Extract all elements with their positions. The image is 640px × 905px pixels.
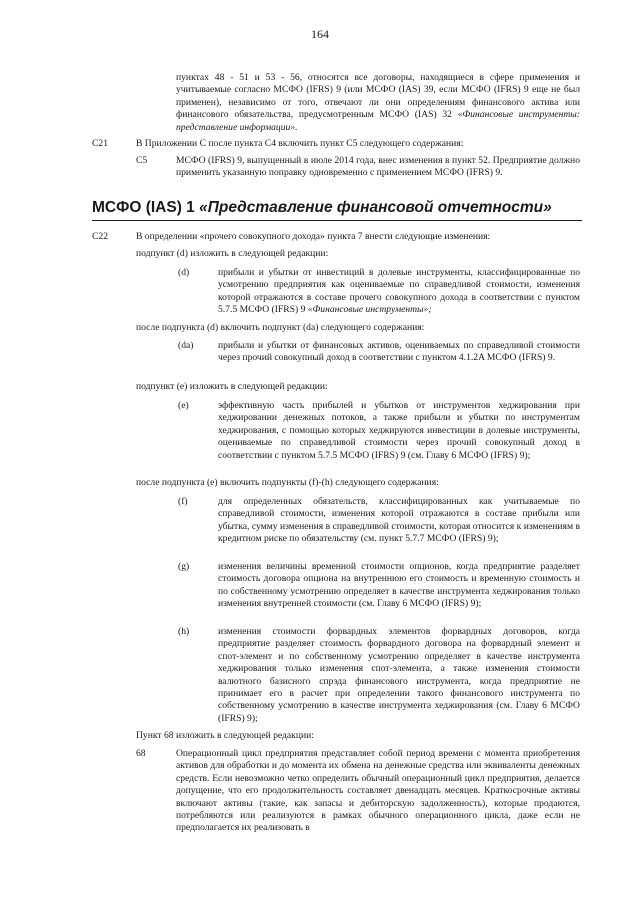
point68-number: 68 bbox=[136, 748, 146, 759]
subpoint-d-body: прибыли и убытки от инвестиций в долевые инструменты, классифицированные по усмотрению предприятия как оцениваемые по справедливой стоимости, изменения которой отражаются в составе прочего совокупного дохода в соответствии с пунктом 5.7.5 МСФО (IFRS) 9 bbox=[218, 267, 580, 316]
subpoint-g-text: изменения величины временной стоимости опционов, когда предприятие разделяет стоимость договора опциона на внутреннюю его стоимость и временную стоимость и по собственному усмотрению определяет в качестве инструмента хеджирования только изменения внутренней стоимости (см. Главу 6 МСФО (IFRS) 9); bbox=[218, 561, 580, 610]
subpoint-d-intro: подпункт (d) изложить в следующей редакции: bbox=[136, 248, 329, 259]
subpoint-g-label: (g) bbox=[178, 561, 190, 572]
subpoint-h-label: (h) bbox=[178, 626, 190, 637]
subpoint-d-label: (d) bbox=[178, 267, 190, 278]
c22-number: C22 bbox=[92, 231, 108, 242]
subpoint-d-italic: «Финансовые инструменты»; bbox=[307, 304, 432, 316]
c21-text: В Приложении C после пункта C4 включить пункт C5 следующего содержания: bbox=[136, 138, 464, 149]
section-heading bbox=[92, 199, 582, 221]
subpoint-e-intro: подпункт (e) изложить в следующей редакции: bbox=[136, 381, 328, 392]
subpoint-d-text bbox=[218, 267, 580, 317]
c5-text: МСФО (IFRS) 9, выпущенный в июле 2014 года, внес изменения в пункт 52. Предприятие должно применить указанную поправку одновременно с применением МСФО (IFRS) 9. bbox=[176, 155, 580, 179]
subpoint-da-label: (da) bbox=[178, 340, 194, 351]
point68-intro: Пункт 68 изложить в следующей редакции: bbox=[136, 730, 314, 741]
c22-text: В определении «прочего совокупного дохода» пункта 7 внести следующие изменения: bbox=[136, 231, 491, 242]
subpoint-e-label: (e) bbox=[178, 400, 189, 411]
subpoint-f-label: (f) bbox=[178, 496, 188, 507]
heading-plain: МСФО (IAS) 1 bbox=[92, 199, 200, 216]
subpoint-e-text: эффективную часть прибылей и убытков от инструментов хеджирования при хеджировании денежных потоков, а также прибыли и убытки по инструментам хеджирования, с помощью которых хеджируются инвестиции в долевые инструменты, оцениваемые по справедливой стоимости через прочий совокупный доход в соответствии с пунктом 5.7.5 МСФО (IFRS) 9 (см. Главу 6 МСФО (IFRS) 9); bbox=[218, 400, 580, 461]
heading-italic: «Представление финансовой отчетности» bbox=[199, 199, 552, 216]
intro-paragraph-italic: «Финансовые инструменты: представление информации». bbox=[176, 109, 580, 133]
point68-text: Операционный цикл предприятия представляет собой период времени с момента приобретения активов для обработки и до момента их обмена на денежные средства или эквиваленты денежных средств. Если невозможно четко определить обычный операционный цикл предприятия, делается допущение, что его продолжительность составляет двенадцать месяцев. Краткосрочные активы включают активы (такие, как запасы и дебиторскую задолженность), которые продаются, потребляются или реализуются в рамках обычного операционного цикла, даже если не предполагается их реализовать в bbox=[176, 748, 580, 834]
subpoint-h-text: изменения стоимости форвардных элементов форвардных договоров, когда предприятие разделяет стоимость форвардного договора на форвардный элемент и спот-элемент и по собственному усмотрению определяет в качестве инструмента хеджирования только изменения спот-элемента, а также изменения стоимости валютного базисного спрэда финансового инструмента, когда предприятие не принимает его в расчет при определении такого финансового инструмента по собственному усмотрению в качестве инструмента хеджирования (см. Главу 6 МСФО (IFRS) 9); bbox=[218, 626, 580, 724]
c5-number: C5 bbox=[136, 155, 148, 166]
c21-number: C21 bbox=[92, 138, 108, 149]
page-number: 164 bbox=[311, 27, 329, 41]
intro-paragraph-text: пунктах 48 - 51 и 53 - 56, относятся все договоры, находящиеся в сфере применения и учитываемые согласно МСФО (IFRS) 9 (или МСФО (IAS) 39, если МСФО (IFRS) 9 еще не был применен), независимо от того, отвечают ли они определениям финансового актива или финансового обязательства, предусмотренным МСФО (IAS) 32 bbox=[176, 72, 580, 121]
subpoint-f-text: для определенных обязательств, классифицированных как учитываемые по справедливой стоимости, изменения которой отражаются в составе прибыли или убытка, сумму изменения в справедливой стоимости, которая относится к изменениям в кредитном риске по обязательству (см. пункт 5.7.7 МСФО (IFRS) 9); bbox=[218, 496, 580, 545]
subpoints-fh-intro: после подпункта (e) включить подпункты (f)-(h) следующего содержания: bbox=[136, 477, 439, 488]
subpoint-da-text: прибыли и убытки от финансовых активов, оцениваемых по справедливой стоимости через прочий совокупный доход в соответствии с пунктом 4.1.2A МСФО (IFRS) 9. bbox=[218, 340, 580, 364]
subpoint-da-intro: после подпункта (d) включить подпункт (da) следующего содержания: bbox=[136, 322, 425, 333]
intro-paragraph bbox=[176, 72, 580, 134]
